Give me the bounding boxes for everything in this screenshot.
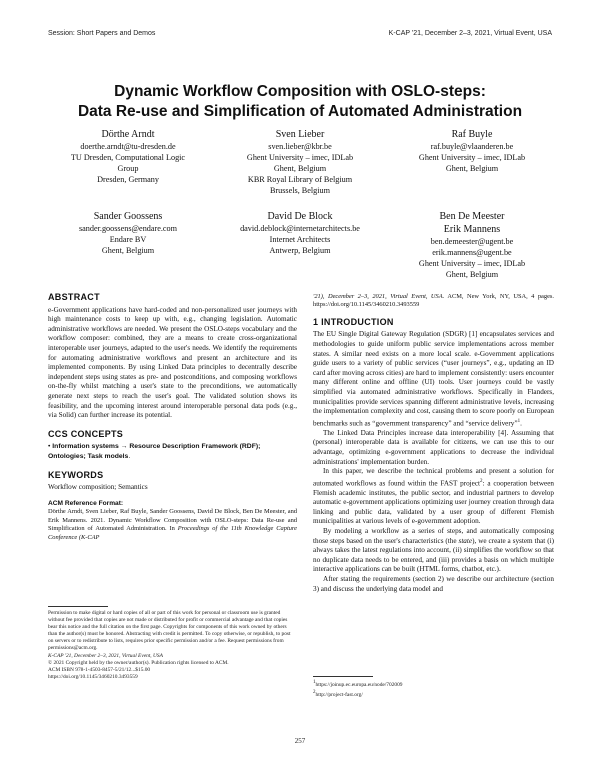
- permission-rule: [48, 606, 108, 607]
- keywords-heading: KEYWORDS: [48, 469, 104, 480]
- author-email: erik.mannens@ugent.be: [432, 248, 512, 257]
- author-location: Ghent, Belgium: [273, 164, 327, 173]
- page-number: 257: [294, 737, 306, 745]
- author-name: Sander Goossens: [93, 211, 163, 222]
- acm-reference-continued: [313, 293, 554, 310]
- abstract-text: e-Government applications have hard-coded and non-personalized user journeys with high maintenance costs to keep up with, e.g., changing legislation. Automatic administrative workflows are needed. We present the OSLO-steps vocabulary and the workflow composer: combined, they are a means to create cross-organizational interoperable user journeys, adapted to the user's needs. We identify the requirements for automating administrative workflows and present an architecture and its implemented components. By using Linked Data principles to decentrally describe independent steps using states as pre- and postconditions, and composing workflows on-the-fly whilst matching a user's state to the preconditions, we automatically generate next steps to reach the user's goal. The validated solution shows its feasibility, and the upcoming interest around interoperable personal data pods (e.g., via Solid) can further increase its potential.: [48, 305, 297, 420]
- ccs-concept-ontologies: Ontologies;: [48, 452, 86, 460]
- running-header-left: Session: Short Papers and Demos: [48, 30, 156, 37]
- author-name: Erik Mannens: [443, 224, 501, 235]
- author-affiliation: Internet Architects: [269, 235, 331, 244]
- intro-p4-start: By modeling a workflow as a series of steps, and automatically composing those steps based on the user's characteristics (the: [313, 527, 554, 545]
- paper-title: [40, 82, 560, 122]
- author-block: [220, 210, 380, 256]
- permission-copyright: © 2021 Copyright held by the owner/author(s). Publication rights licensed to ACM.: [48, 659, 229, 666]
- intro-paragraph-1: [313, 330, 554, 428]
- author-location: Antwerp, Belgium: [269, 246, 331, 255]
- intro-paragraph-4: [313, 527, 554, 575]
- paper-title-line-2: Data Re-use and Simplification of Automated Administration: [77, 103, 523, 120]
- footnotes: [313, 676, 554, 699]
- author-name: Raf Buyle: [451, 129, 493, 140]
- author-name: Ben De Meester: [439, 211, 505, 222]
- author-affiliation: Ghent University – imec, IDLab: [246, 153, 354, 162]
- ccs-concept-line: Information systems → Resource Description Framework (RDF);: [52, 443, 261, 451]
- author-email: sander.goossens@endare.com: [78, 224, 178, 233]
- author-affiliation: KBR Royal Library of Belgium: [247, 175, 353, 184]
- intro-p1-end: .: [520, 419, 522, 428]
- footnote-1-link[interactable]: https://joinup.ec.europa.eu/node/702009: [315, 681, 403, 688]
- author-block: [220, 128, 380, 196]
- ccs-concepts: [48, 442, 297, 461]
- author-name: Dörthe Arndt: [101, 129, 155, 140]
- footnote-1: [313, 679, 554, 689]
- left-column: [48, 293, 297, 542]
- author-email: ben.demeester@ugent.be: [430, 237, 514, 246]
- footnote-ref-2[interactable]: 2: [480, 478, 483, 484]
- footnote-2-mark: 2: [313, 689, 316, 695]
- author-name: Sven Lieber: [275, 129, 325, 140]
- ccs-concept-task-models: Task models: [87, 452, 129, 460]
- author-block: [48, 210, 208, 256]
- intro-paragraph-5: After stating the requirements (section 2) we describe our architecture (section 3) and discuss the underlying data model and: [313, 575, 554, 593]
- footnote-2-link[interactable]: http://project-fast.org/: [315, 691, 363, 698]
- author-block: [392, 210, 552, 280]
- intro-p3-end: : a cooperation between Flemish academic institutes, the public sector, and industrial partners to develop automatic e-government applications optimizing user journey creation through data linking and public data, validated by a user group of different Flemish municipalities at various levels of e-government adoption.: [313, 479, 555, 526]
- permission-doi[interactable]: https://doi.org/10.1145/3460210.3493559: [48, 673, 138, 680]
- intro-p1-text: The EU Single Digital Gateway Regulation (SDGR) [1] encapsulates services and methodologies to guide uniform public service implementations across member states. A similar need exists on a more local scale. e-Government applications guide users to a variety of public services (“user journeys”, e.g., updating an ID card after moving across cities) are hard to implement consistently: users encounter many different online and offline (UI) tools. User journeys could be vastly simplified via automated administrative workflows. Specifically in Flanders, municipalities provide services spanning different administrative levels, increasing the implementation complexity and cost, causing them to score poorly on European benchmarks such as “government transparency” and “service delivery”: [313, 330, 554, 428]
- author-location: Ghent, Belgium: [445, 270, 499, 279]
- author-location: Ghent, Belgium: [101, 246, 155, 255]
- permission-text: Permission to make digital or hard copies of all or part of this work for personal or classroom use is granted without fee provided that copies are not made or distributed for profit or commercial advantage and that copies bear this notice and the full citation on the first page. Copyrights for components of this work owned by others than the author(s) must be honored. Abstracting with credit is permitted. To copy otherwise, or republish, to post on servers or to redistribute to lists, requires prior specific permission and/or a fee. Request permissions from permissions@acm.org.: [48, 610, 291, 652]
- acm-reference-venue: Proceedings of the 11th Knowledge Capture Conference (K-CAP: [48, 525, 298, 541]
- author-email: raf.buyle@vlaanderen.be: [430, 142, 514, 151]
- author-email: doerthe.arndt@tu-dresden.de: [80, 142, 176, 151]
- author-location: Brussels, Belgium: [269, 186, 331, 195]
- ccs-bullet: •: [48, 443, 51, 451]
- author-affiliation: Endare BV: [109, 235, 147, 244]
- keywords-text: Workflow composition; Semantics: [48, 483, 148, 492]
- intro-paragraph-3: [313, 467, 554, 527]
- author-email: david.deblock@internetarchitects.be: [240, 224, 360, 233]
- footnote-2: [313, 689, 554, 699]
- reference-continued-venue: '21), December 2–3, 2021, Virtual Event, USA. ACM, New York, NY, USA, 4 pages. https://doi.org/10.1145/3460210.3493559: [313, 293, 554, 309]
- paper-title-line-1: Dynamic Workflow Composition with OSLO-steps:: [114, 83, 486, 100]
- permission-venue: [48, 653, 297, 660]
- author-location: Ghent, Belgium: [445, 164, 499, 173]
- abstract-heading: ABSTRACT: [48, 292, 100, 302]
- right-column: [313, 293, 554, 594]
- intro-p4-emphasis: state: [458, 536, 473, 545]
- acm-reference-heading: ACM Reference Format:: [48, 499, 124, 507]
- ccs-heading: CCS CONCEPTS: [48, 428, 124, 439]
- author-affiliation: Ghent University – imec, IDLab: [418, 153, 526, 162]
- acm-reference-text: [48, 508, 297, 542]
- author-block: [392, 128, 552, 174]
- acm-reference-authors: Dörthe Arndt, Sven Lieber, Raf Buyle, Sander Goossens, David De Block, Ben De Meester, and Erik Mannens. 2021. Dynamic Workflow Composition with OSLO-steps: Data Re-use and Simplification of Automated Administration. In: [48, 508, 297, 533]
- permission-isbn: ACM ISBN 978-1-4503-8457-5/21/12...$15.00: [48, 666, 151, 673]
- author-affiliation: Ghent University – imec, IDLab: [418, 259, 526, 268]
- intro-p3-text: In this paper, we describe the technical problems and present a solution for automated workflows as found within the FAST project: [313, 467, 554, 488]
- author-email: sven.lieber@kbr.be: [268, 142, 332, 151]
- running-header-right: K-CAP '21, December 2–3, 2021, Virtual Event, USA: [388, 30, 552, 37]
- intro-p4-end: ), we create a system that (i) always takes the latest regulations into account, (ii) simplifies the workflow so that no duplicate data needs to be entered, and (iii) provides a basis on which multiple interactive applications can be built (HTML forms, chatbot, etc.).: [313, 536, 554, 574]
- author-affiliation: TU Dresden, Computational Logic: [70, 153, 186, 162]
- permission-notice: [48, 606, 297, 681]
- footnote-rule: [313, 676, 373, 677]
- intro-paragraph-2: The Linked Data Principles increase data interoperability [4]. Assuming that (personal) interoperable data is available for citizens, we can use this to our advantage, optimizing e-government applications to decrease the individual administrations' implementation burden.: [313, 428, 554, 466]
- author-affiliation: Group: [117, 164, 139, 173]
- ccs-end: .: [128, 452, 131, 460]
- introduction-heading: 1 INTRODUCTION: [313, 316, 394, 327]
- footnote-ref-1[interactable]: 1: [517, 418, 521, 424]
- author-block: [48, 128, 208, 185]
- permission-venue-text: K-CAP '21, December 2–3, 2021, Virtual Event, USA: [48, 652, 163, 659]
- footnote-1-mark: 1: [313, 680, 316, 685]
- author-name: David De Block: [267, 211, 333, 222]
- author-location: Dresden, Germany: [97, 175, 159, 184]
